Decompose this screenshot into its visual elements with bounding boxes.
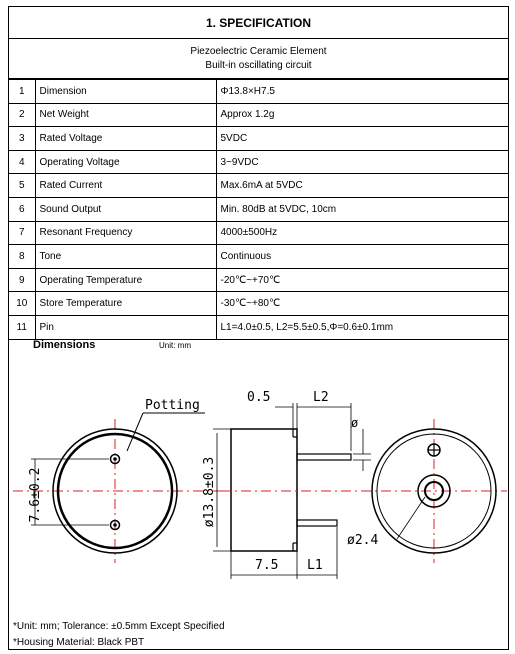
dimension-drawing bbox=[9, 347, 508, 617]
row-number: 2 bbox=[9, 103, 35, 127]
specification-sheet bbox=[8, 6, 509, 650]
param-name: Sound Output bbox=[35, 197, 216, 221]
param-name: Store Temperature bbox=[35, 292, 216, 316]
row-number: 1 bbox=[9, 80, 35, 104]
side-view bbox=[202, 390, 371, 579]
param-value: Max.6mA at 5VDC bbox=[216, 174, 508, 198]
spec-table bbox=[9, 79, 508, 340]
phi-label: ø bbox=[351, 416, 359, 430]
pin-long bbox=[297, 454, 351, 460]
hole-label: ø2.4 bbox=[347, 533, 379, 548]
table-row bbox=[9, 197, 508, 221]
table-row bbox=[9, 268, 508, 292]
row-number: 9 bbox=[9, 268, 35, 292]
param-value: -20℃~+70℃ bbox=[216, 268, 508, 292]
param-value: 3~9VDC bbox=[216, 150, 508, 174]
tolerance-note: *Unit: mm; Tolerance: ±0.5mm Except Specified bbox=[13, 621, 225, 632]
dimensions-heading: Dimensions bbox=[33, 339, 96, 351]
table-row bbox=[9, 292, 508, 316]
table-row bbox=[9, 245, 508, 269]
row-number: 3 bbox=[9, 127, 35, 151]
back-view bbox=[347, 419, 507, 563]
row-number: 7 bbox=[9, 221, 35, 245]
table-row bbox=[9, 221, 508, 245]
param-value: -30℃~+80℃ bbox=[216, 292, 508, 316]
table-row bbox=[9, 103, 508, 127]
param-value: Φ13.8×H7.5 bbox=[216, 80, 508, 104]
height-label: 7.5 bbox=[255, 558, 279, 573]
unit-label: Unit: mm bbox=[159, 341, 191, 350]
row-number: 5 bbox=[9, 174, 35, 198]
potting-leader bbox=[127, 413, 143, 451]
param-name: Resonant Frequency bbox=[35, 221, 216, 245]
param-value: 4000±500Hz bbox=[216, 221, 508, 245]
pin-top bbox=[113, 457, 117, 461]
spec-title: 1. SPECIFICATION bbox=[9, 7, 508, 39]
table-row bbox=[9, 315, 508, 339]
spec-subtitle bbox=[9, 39, 508, 79]
param-name: Rated Current bbox=[35, 174, 216, 198]
row-number: 10 bbox=[9, 292, 35, 316]
table-row bbox=[9, 174, 508, 198]
param-name: Pin bbox=[35, 315, 216, 339]
pin-short bbox=[297, 520, 337, 526]
pin-bottom bbox=[113, 523, 117, 527]
hole-leader bbox=[397, 497, 425, 539]
subtitle-line-1: Piezoelectric Ceramic Element bbox=[190, 45, 327, 57]
param-name: Net Weight bbox=[35, 103, 216, 127]
row-number: 8 bbox=[9, 245, 35, 269]
table-row bbox=[9, 150, 508, 174]
potting-label: Potting bbox=[145, 398, 200, 413]
l1-label: L1 bbox=[307, 558, 323, 573]
row-number: 4 bbox=[9, 150, 35, 174]
front-view bbox=[13, 398, 225, 563]
row-number: 6 bbox=[9, 197, 35, 221]
param-name: Rated Voltage bbox=[35, 127, 216, 151]
material-note: *Housing Material: Black PBT bbox=[13, 637, 145, 648]
param-value: Min. 80dB at 5VDC, 10cm bbox=[216, 197, 508, 221]
param-value: Continuous bbox=[216, 245, 508, 269]
param-value: 5VDC bbox=[216, 127, 508, 151]
table-row bbox=[9, 127, 508, 151]
param-value: L1=4.0±0.5, L2=5.5±0.5,Φ=0.6±0.1mm bbox=[216, 315, 508, 339]
param-name: Dimension bbox=[35, 80, 216, 104]
pin-spacing-label: 7.6±0.2 bbox=[28, 467, 43, 523]
row-number: 11 bbox=[9, 315, 35, 339]
param-value: Approx 1.2g bbox=[216, 103, 508, 127]
side-body bbox=[231, 429, 297, 551]
param-name: Operating Temperature bbox=[35, 268, 216, 292]
l2-label: L2 bbox=[313, 390, 329, 405]
param-name: Tone bbox=[35, 245, 216, 269]
diameter-label: ø13.8±0.3 bbox=[202, 456, 217, 528]
table-row bbox=[9, 80, 508, 104]
subtitle-line-2: Built-in oscillating circuit bbox=[205, 59, 312, 71]
param-name: Operating Voltage bbox=[35, 150, 216, 174]
gap-label: 0.5 bbox=[247, 390, 271, 405]
